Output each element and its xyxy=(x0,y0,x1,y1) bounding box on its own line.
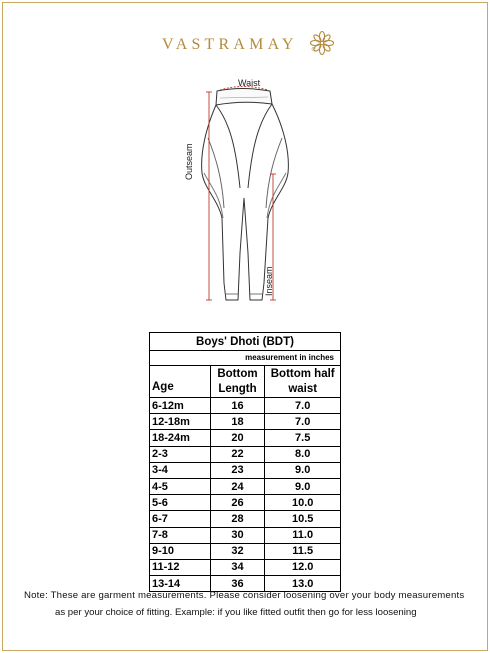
table-header-row xyxy=(150,366,341,398)
header-bottom-half-waist-line2: waist xyxy=(288,382,318,395)
cell-age: 2-3 xyxy=(150,446,211,462)
cell-bottom-length: 36 xyxy=(210,576,265,592)
cell-bottom-length: 23 xyxy=(210,462,265,478)
table-row xyxy=(150,511,341,527)
cell-age: 18-24m xyxy=(150,430,211,446)
note-line-2: as per your choice of fitting. Example: if you like fitted outfit then go for less loosening xyxy=(55,607,417,618)
brand-name: VASTRAMAY xyxy=(162,36,298,53)
table-row xyxy=(150,478,341,494)
header-age: Age xyxy=(150,366,211,398)
table-title-row xyxy=(150,333,341,351)
brand-header xyxy=(0,30,490,60)
inseam-label: Inseam xyxy=(264,266,274,296)
table-title: Boys' Dhoti (BDT) xyxy=(150,333,341,351)
table-row xyxy=(150,559,341,575)
dhoti-pants-illustration xyxy=(180,78,310,316)
cell-age: 11-12 xyxy=(150,559,211,575)
cell-bottom-half-waist: 8.0 xyxy=(265,446,341,462)
cell-age: 9-10 xyxy=(150,543,211,559)
cell-bottom-half-waist: 9.0 xyxy=(265,478,341,494)
cell-age: 13-14 xyxy=(150,576,211,592)
lotus-mandala-icon xyxy=(309,30,335,56)
waist-label: Waist xyxy=(238,78,261,88)
header-bottom-half-waist xyxy=(265,366,341,398)
dhoti-pants-diagram xyxy=(180,78,310,316)
cell-bottom-half-waist: 10.5 xyxy=(265,511,341,527)
cell-age: 7-8 xyxy=(150,527,211,543)
note-line-1: Note: These are garment measurements. Please consider loosening over your body measurements xyxy=(24,590,465,601)
table-row xyxy=(150,398,341,414)
cell-bottom-length: 30 xyxy=(210,527,265,543)
cell-bottom-half-waist: 7.0 xyxy=(265,414,341,430)
table-row xyxy=(150,446,341,462)
cell-bottom-length: 26 xyxy=(210,495,265,511)
table-row xyxy=(150,414,341,430)
outseam-label: Outseam xyxy=(184,143,194,180)
header-bottom-length-line2: Length xyxy=(218,382,257,395)
unit-note: measurement in inches xyxy=(150,351,341,366)
cell-bottom-half-waist: 9.0 xyxy=(265,462,341,478)
table-row xyxy=(150,495,341,511)
table-row xyxy=(150,462,341,478)
cell-bottom-length: 24 xyxy=(210,478,265,494)
cell-bottom-half-waist: 10.0 xyxy=(265,495,341,511)
table-row xyxy=(150,543,341,559)
cell-bottom-half-waist: 11.0 xyxy=(265,527,341,543)
cell-bottom-half-waist: 13.0 xyxy=(265,576,341,592)
cell-age: 3-4 xyxy=(150,462,211,478)
table-row xyxy=(150,430,341,446)
header-bottom-length xyxy=(210,366,265,398)
cell-bottom-length: 16 xyxy=(210,398,265,414)
cell-bottom-length: 20 xyxy=(210,430,265,446)
cell-bottom-length: 32 xyxy=(210,543,265,559)
cell-bottom-half-waist: 7.5 xyxy=(265,430,341,446)
size-chart-table xyxy=(149,332,341,592)
cell-bottom-length: 18 xyxy=(210,414,265,430)
cell-bottom-half-waist: 11.5 xyxy=(265,543,341,559)
cell-bottom-length: 28 xyxy=(210,511,265,527)
cell-bottom-half-waist: 7.0 xyxy=(265,398,341,414)
cell-age: 6-12m xyxy=(150,398,211,414)
header-bottom-half-waist-line1: Bottom half xyxy=(270,367,335,380)
cell-bottom-length: 34 xyxy=(210,559,265,575)
cell-age: 5-6 xyxy=(150,495,211,511)
cell-bottom-half-waist: 12.0 xyxy=(265,559,341,575)
cell-age: 4-5 xyxy=(150,478,211,494)
table-row xyxy=(150,527,341,543)
registered-mark: ® xyxy=(311,47,316,53)
table-unit-row xyxy=(150,351,341,366)
measurement-note xyxy=(10,587,480,621)
header-bottom-length-line1: Bottom xyxy=(217,367,258,380)
cell-bottom-length: 22 xyxy=(210,446,265,462)
cell-age: 12-18m xyxy=(150,414,211,430)
cell-age: 6-7 xyxy=(150,511,211,527)
